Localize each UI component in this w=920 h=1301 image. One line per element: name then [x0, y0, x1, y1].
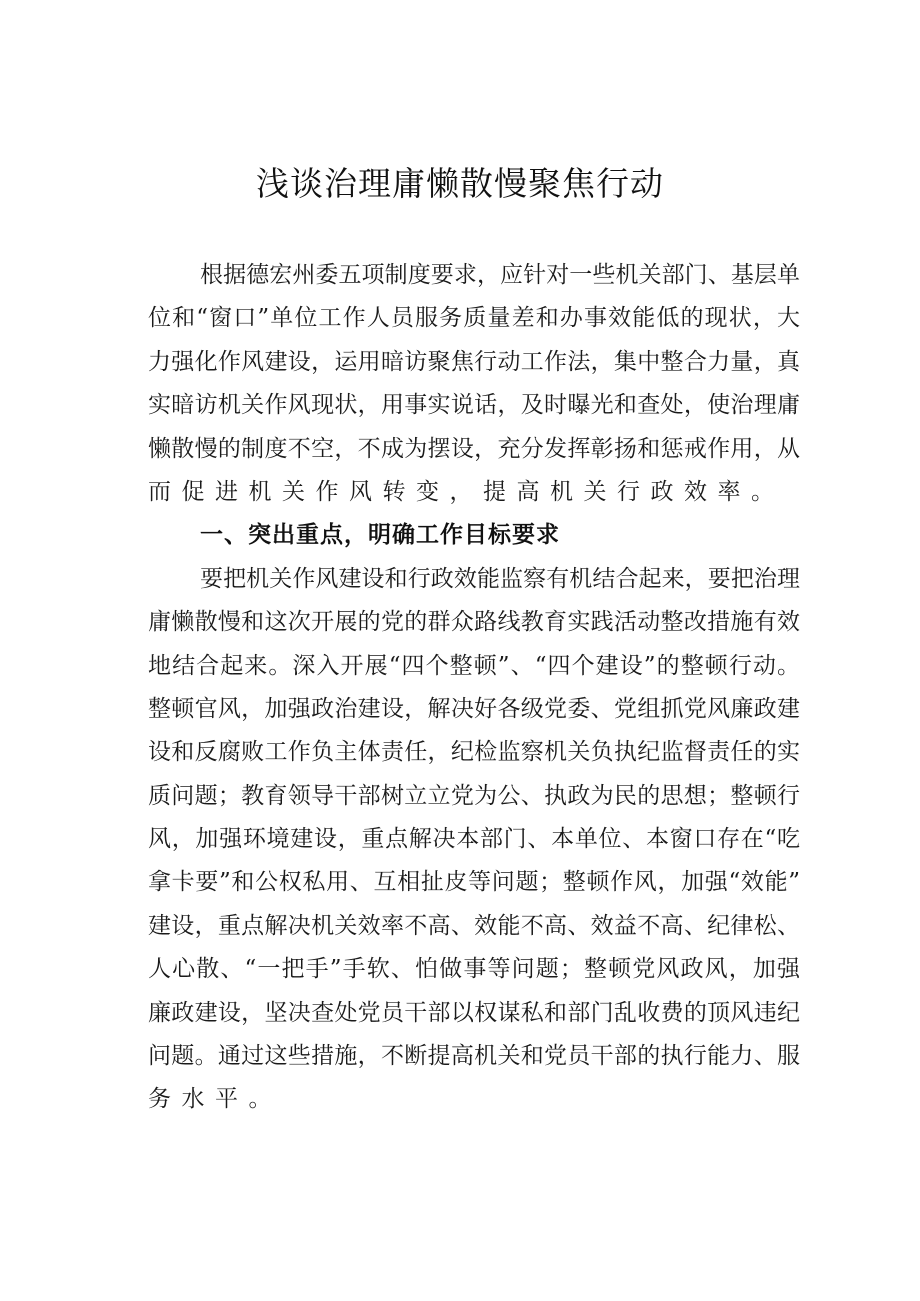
paragraph-line: 根据德宏州委五项制度要求，应针对一些机关部门、基层单: [200, 262, 800, 288]
paragraph-line: 拿卡要”和公权私用、互相扯皮等问题；整顿作风，加强“效能”: [148, 869, 800, 896]
paragraph-line: 风，加强环境建设，重点解决本部门、本单位、本窗口存在“吃: [148, 826, 800, 853]
section-heading: 一、突出重点，明确工作目标要求: [200, 522, 560, 549]
paragraph-line: 而促进机关作风转变，提高机关行政效率。: [148, 478, 785, 505]
paragraph-line: 庸懒散慢和这次开展的党的群众路线教育实践活动整改措施有效: [148, 609, 800, 636]
paragraph-line: 力强化作风建设，运用暗访聚焦行动工作法，集中整合力量，真: [148, 348, 800, 375]
paragraph-line: 整顿官风，加强政治建设，解决好各级党委、党组抓党风廉政建: [148, 695, 800, 722]
paragraph-line: 人心散、“一把手”手软、怕做事等问题；整顿党风政风，加强: [148, 956, 800, 983]
paragraph-line: 建设，重点解决机关效率不高、效能不高、效益不高、纪律松、: [148, 912, 800, 939]
paragraph-line: 懒散慢的制度不空，不成为摆设，充分发挥彰扬和惩戒作用，从: [148, 435, 800, 462]
paragraph-line: 位和“窗口”单位工作人员服务质量差和办事效能低的现状，大: [148, 305, 800, 332]
paragraph-line: 廉政建设，坚决查处党员干部以权谋私和部门乱收费的顶风违纪: [148, 999, 800, 1026]
paragraph-intro: [148, 254, 800, 514]
paragraph-line: 务水平。: [148, 1086, 282, 1113]
paragraph-line: 问题。通过这些措施，不断提高机关和党员干部的执行能力、服: [148, 1043, 800, 1070]
paragraph-line: 要把机关作风建设和行政效能监察有机结合起来，要把治理: [200, 565, 800, 592]
document-title: 浅谈治理庸懒散慢聚焦行动: [256, 164, 664, 203]
paragraph-line: 地结合起来。深入开展“四个整顿”、“四个建设”的整顿行动。: [148, 652, 800, 679]
paragraph-line: 实暗访机关作风现状，用事实说话，及时曝光和查处，使治理庸: [148, 392, 800, 419]
paragraph-line: 质问题；教育领导干部树立立党为公、执政为民的思想；整顿行: [148, 782, 800, 809]
document-body: [148, 254, 800, 1122]
paragraph-line: 设和反腐败工作负主体责任，纪检监察机关负执纪监督责任的实: [148, 739, 800, 766]
paragraph-section-one: [148, 558, 800, 1122]
